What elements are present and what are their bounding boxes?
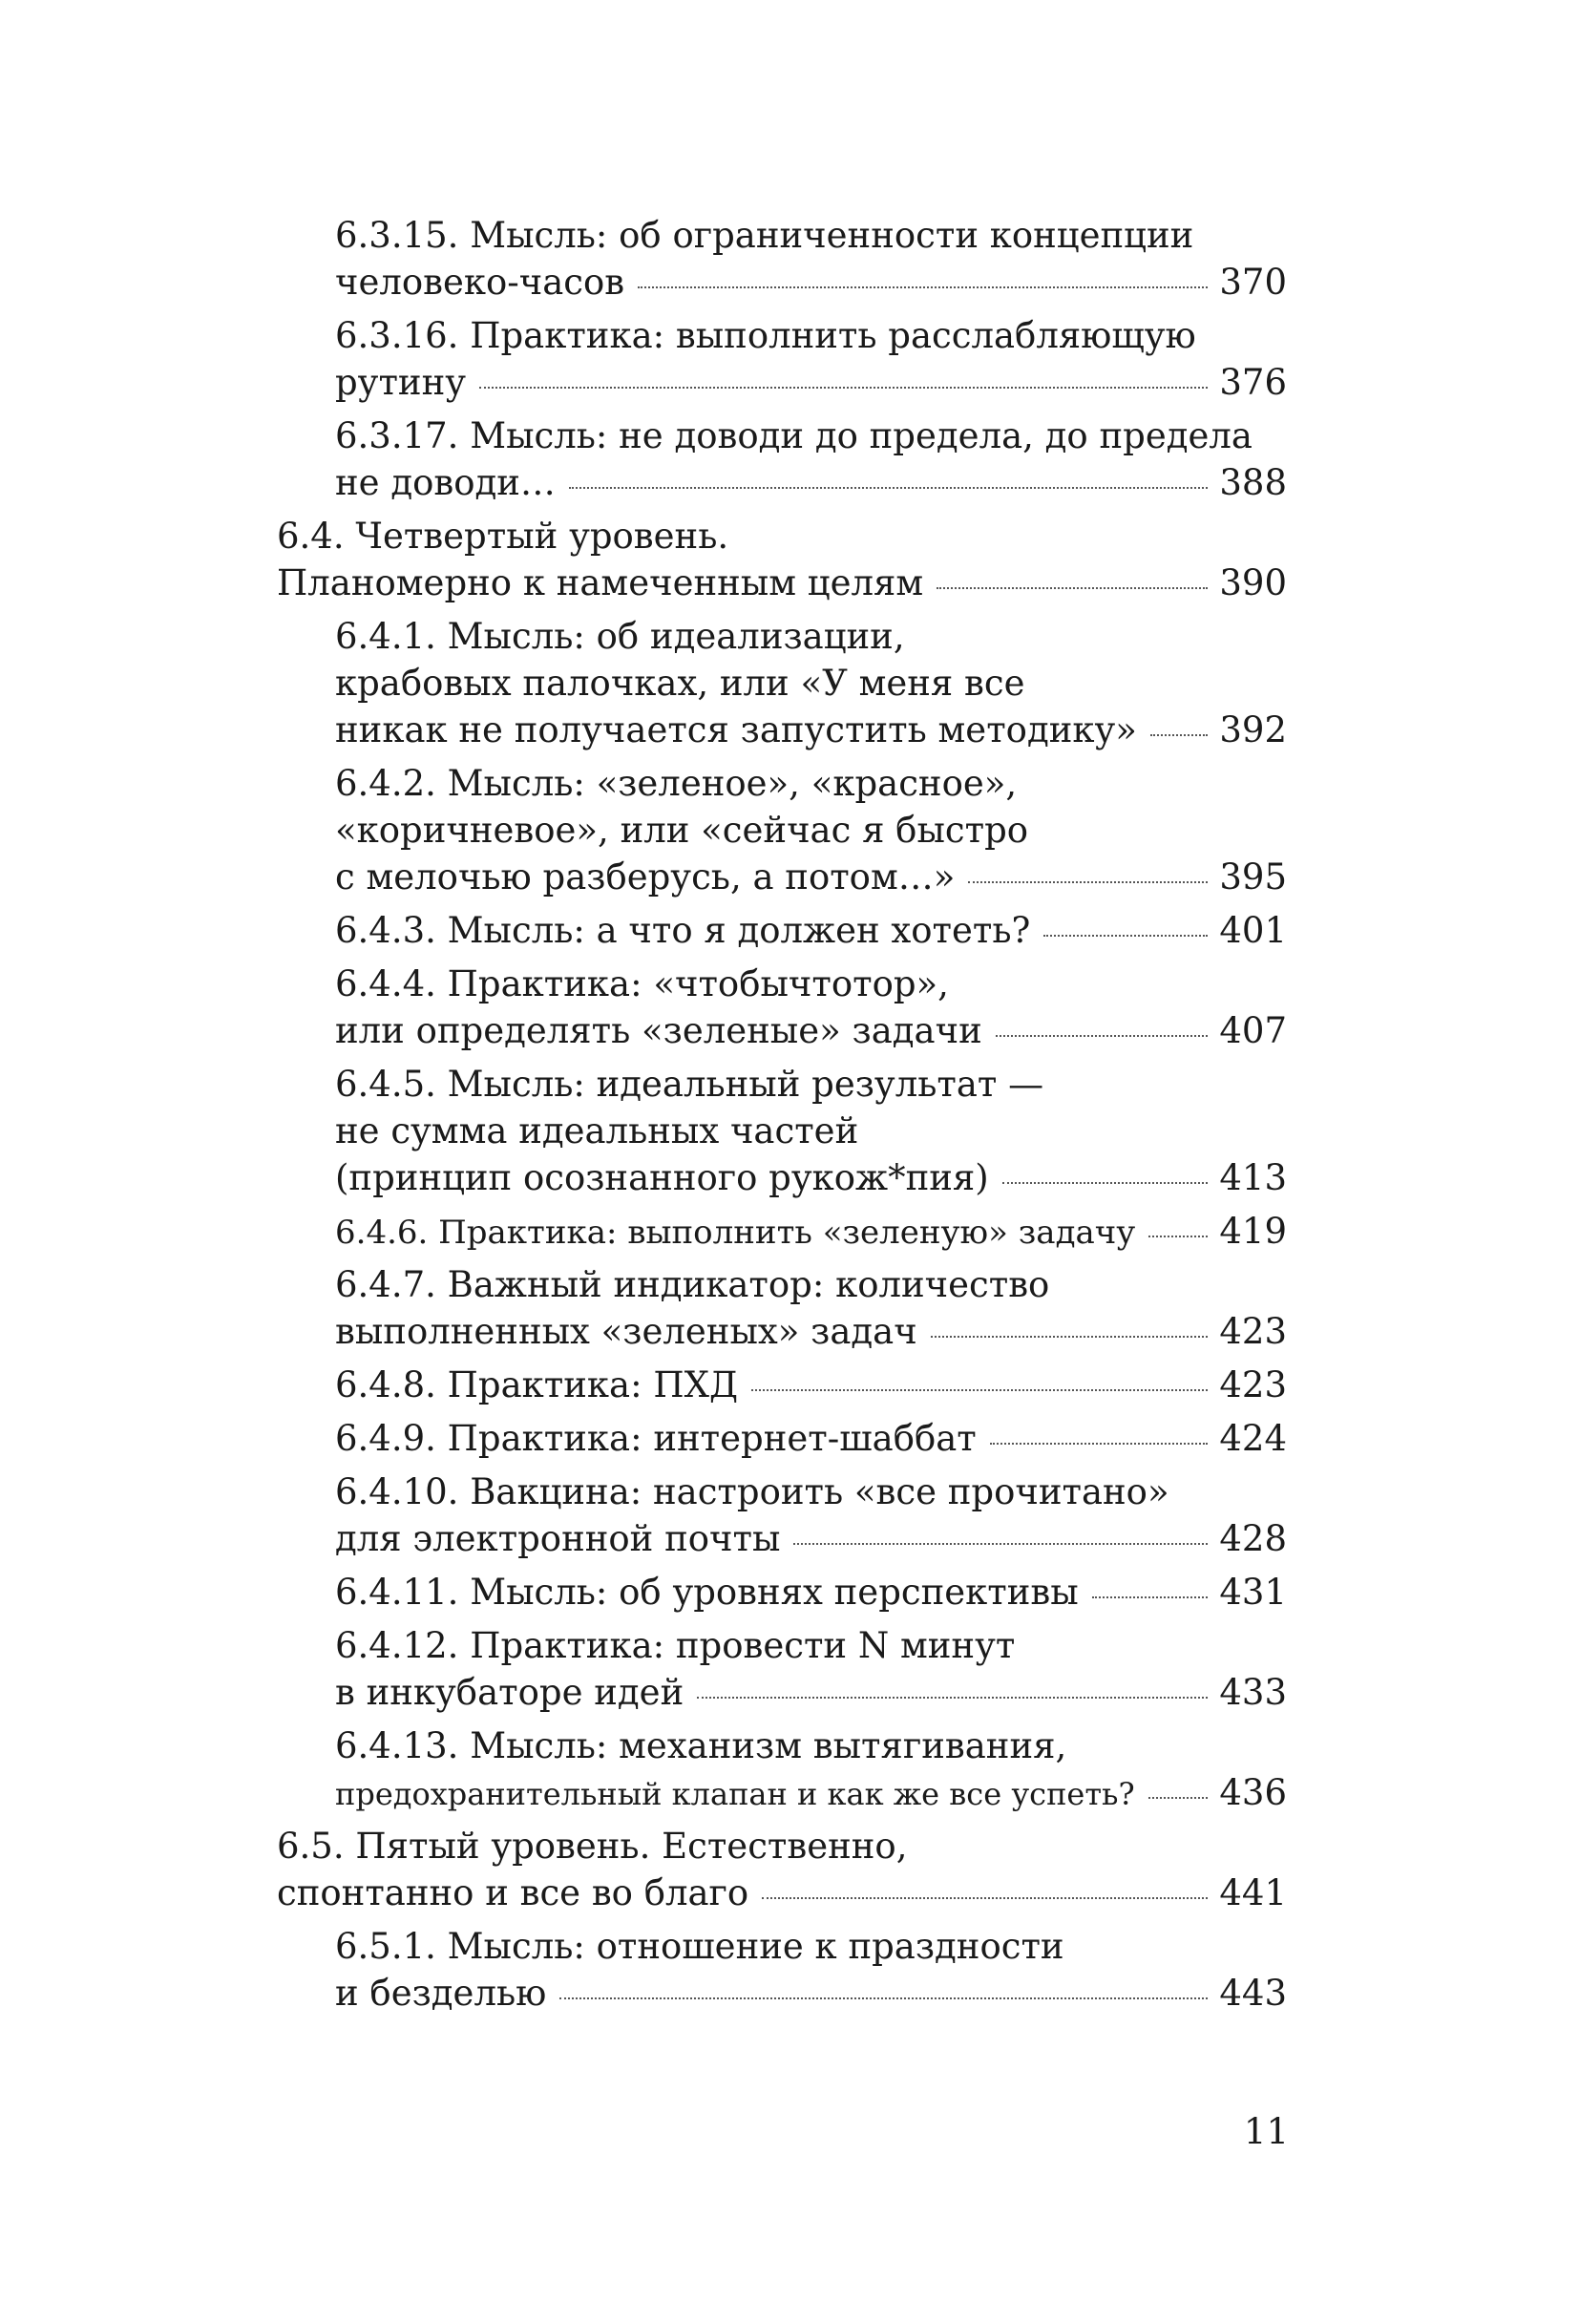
toc-entry: [277, 1061, 1287, 1201]
toc-page-number: 433: [1219, 1672, 1287, 1713]
toc-entry-last-line: [335, 1769, 1287, 1816]
toc-page-number: 419: [1219, 1211, 1287, 1252]
toc-page-number: 424: [1219, 1418, 1287, 1459]
toc-entry-last-line: [335, 707, 1287, 753]
toc-entry-last-line: [335, 359, 1287, 406]
toc-entry-title-line: 6.4.7. Важный индикатор: количество: [335, 1264, 1050, 1305]
toc-entry: [277, 961, 1287, 1054]
toc-entry-last-line: [335, 1569, 1287, 1616]
toc-entry-title-line: 6.4.9. Практика: интернет-шаббат: [335, 1418, 977, 1459]
toc-entry: [277, 1415, 1287, 1462]
page-number: 11: [1243, 2111, 1289, 2152]
dot-leader: [1148, 1797, 1209, 1799]
toc-entry-last-line: [335, 1415, 1287, 1462]
dot-leader: [931, 1336, 1209, 1338]
toc-entry-last-line: [335, 1208, 1287, 1255]
dot-leader: [793, 1543, 1208, 1545]
toc-entry-last-line: [335, 1007, 1287, 1054]
table-of-contents: [277, 212, 1287, 2023]
toc-entry: [277, 1722, 1287, 1816]
toc-entry: [277, 1923, 1287, 2017]
toc-entry: [277, 1468, 1287, 1562]
dot-leader: [1148, 1236, 1208, 1237]
toc-entry-title-line: 6.4.10. Вакцина: настроить «все прочитано»: [335, 1471, 1169, 1512]
toc-entry-title-line: 6.4.3. Мысль: а что я должен хотеть?: [335, 910, 1031, 951]
toc-entry-title-line: рутину: [335, 362, 467, 403]
toc-page-number: 436: [1219, 1772, 1287, 1813]
toc-page-number: 443: [1219, 1973, 1287, 2014]
toc-entry-last-line: [335, 854, 1287, 900]
toc-entry-last-line: [335, 1669, 1287, 1716]
toc-entry: [277, 1823, 1287, 1916]
toc-page-number: 423: [1219, 1364, 1287, 1405]
toc-entry: [277, 1362, 1287, 1408]
dot-leader: [638, 286, 1208, 288]
dot-leader: [569, 487, 1208, 489]
toc-entry-title-line: (принцип осознанного рукож*пия): [335, 1157, 989, 1198]
dot-leader: [1043, 935, 1208, 937]
toc-page-number: 388: [1219, 462, 1287, 503]
toc-entry-last-line: [335, 907, 1287, 954]
toc-page-number: 431: [1219, 1572, 1287, 1613]
toc-entry-title-line: спонтанно и все во благо: [277, 1872, 749, 1913]
toc-entry-title-line: 6.4.2. Мысль: «зеленое», «красное»,: [335, 763, 1018, 804]
toc-entry-last-line: [335, 1308, 1287, 1355]
toc-entry-title-line: человеко-часов: [335, 262, 625, 303]
toc-entry: [277, 312, 1287, 406]
toc-entry-last-line: [335, 1154, 1287, 1201]
dot-leader: [1150, 734, 1208, 736]
toc-page-number: 441: [1219, 1872, 1287, 1913]
toc-entry-last-line: [335, 1362, 1287, 1408]
toc-entry-last-line: [277, 1870, 1287, 1916]
toc-entry-last-line: [335, 259, 1287, 306]
dot-leader: [968, 881, 1208, 883]
toc-entry-title-line: 6.4.5. Мысль: идеальный результат —: [335, 1064, 1044, 1105]
toc-entry-title-line: крабовых палочках, или «У меня все: [335, 663, 1025, 704]
toc-entry-title-line: 6.4. Четвертый уровень.: [277, 516, 729, 557]
dot-leader: [990, 1443, 1209, 1445]
toc-entry-title-line: 6.4.11. Мысль: об уровнях перспективы: [335, 1572, 1079, 1613]
toc-entry-title-line: 6.3.17. Мысль: не доводи до предела, до предела: [335, 415, 1253, 456]
toc-entry-title-line: 6.4.8. Практика: ПХД: [335, 1364, 739, 1405]
dot-leader: [751, 1389, 1208, 1391]
toc-entry-title-line: никак не получается запустить методику»: [335, 709, 1137, 750]
toc-entry-title-line: 6.5.1. Мысль: отношение к праздности: [335, 1926, 1064, 1967]
toc-entry: [277, 1208, 1287, 1255]
toc-entry-title-line: 6.3.15. Мысль: об ограниченности концепции: [335, 215, 1194, 256]
toc-entry: [277, 1569, 1287, 1616]
toc-entry-title-line: не сумма идеальных частей: [335, 1110, 859, 1151]
dot-leader: [762, 1897, 1208, 1899]
toc-entry: [277, 907, 1287, 954]
toc-entry-title-line: 6.4.13. Мысль: механизм вытягивания,: [335, 1725, 1067, 1766]
toc-page-number: 395: [1219, 856, 1287, 898]
dot-leader: [1092, 1596, 1209, 1598]
toc-entry: [277, 613, 1287, 753]
toc-page-number: 423: [1219, 1311, 1287, 1352]
toc-entry: [277, 513, 1287, 606]
toc-entry-title-line: 6.4.6. Практика: выполнить «зеленую» задачу: [335, 1214, 1136, 1252]
toc-entry-title-line: Планомерно к намеченным целям: [277, 562, 924, 603]
toc-entry-last-line: [335, 459, 1287, 506]
toc-entry-title-line: «коричневое», или «сейчас я быстро: [335, 810, 1029, 851]
toc-entry: [277, 1261, 1287, 1355]
toc-entry-title-line: с мелочью разберусь, а потом…»: [335, 856, 956, 898]
toc-entry-last-line: [335, 1515, 1287, 1562]
toc-entry: [277, 212, 1287, 306]
toc-entry: [277, 1622, 1287, 1716]
toc-page-number: 401: [1219, 910, 1287, 951]
toc-entry-title-line: 6.4.4. Практика: «чтобычтотор»,: [335, 963, 949, 1004]
toc-entry-last-line: [277, 560, 1287, 606]
toc-entry-title-line: 6.3.16. Практика: выполнить расслабляющую: [335, 315, 1196, 356]
dot-leader: [697, 1697, 1208, 1699]
toc-entry-title-line: 6.4.1. Мысль: об идеализации,: [335, 616, 905, 657]
toc-entry: [277, 412, 1287, 506]
toc-entry-title-line: не доводи…: [335, 462, 556, 503]
dot-leader: [1002, 1182, 1209, 1184]
dot-leader: [479, 387, 1208, 389]
toc-page-number: 392: [1219, 709, 1287, 750]
toc-entry-title-line: или определять «зеленые» задачи: [335, 1010, 982, 1051]
dot-leader: [937, 587, 1208, 589]
toc-entry-title-line: для электронной почты: [335, 1518, 781, 1559]
toc-page-number: 370: [1219, 262, 1287, 303]
toc-page-number: 407: [1219, 1010, 1287, 1051]
toc-entry-last-line: [335, 1970, 1287, 2017]
toc-entry-title-line: предохранительный клапан и как же все успеть?: [335, 1776, 1135, 1812]
toc-entry-title-line: выполненных «зеленых» задач: [335, 1311, 917, 1352]
toc-page-number: 376: [1219, 362, 1287, 403]
toc-entry-title-line: в инкубаторе идей: [335, 1672, 684, 1713]
toc-page-number: 390: [1219, 562, 1287, 603]
dot-leader: [559, 1997, 1208, 1999]
toc-page-number: 413: [1219, 1157, 1287, 1198]
toc-entry-title-line: 6.5. Пятый уровень. Естественно,: [277, 1826, 908, 1867]
toc-entry-title-line: 6.4.12. Практика: провести N минут: [335, 1625, 1016, 1666]
toc-entry: [277, 760, 1287, 900]
toc-entry-title-line: и безделью: [335, 1973, 547, 2014]
dot-leader: [996, 1035, 1209, 1037]
toc-page-number: 428: [1219, 1518, 1287, 1559]
